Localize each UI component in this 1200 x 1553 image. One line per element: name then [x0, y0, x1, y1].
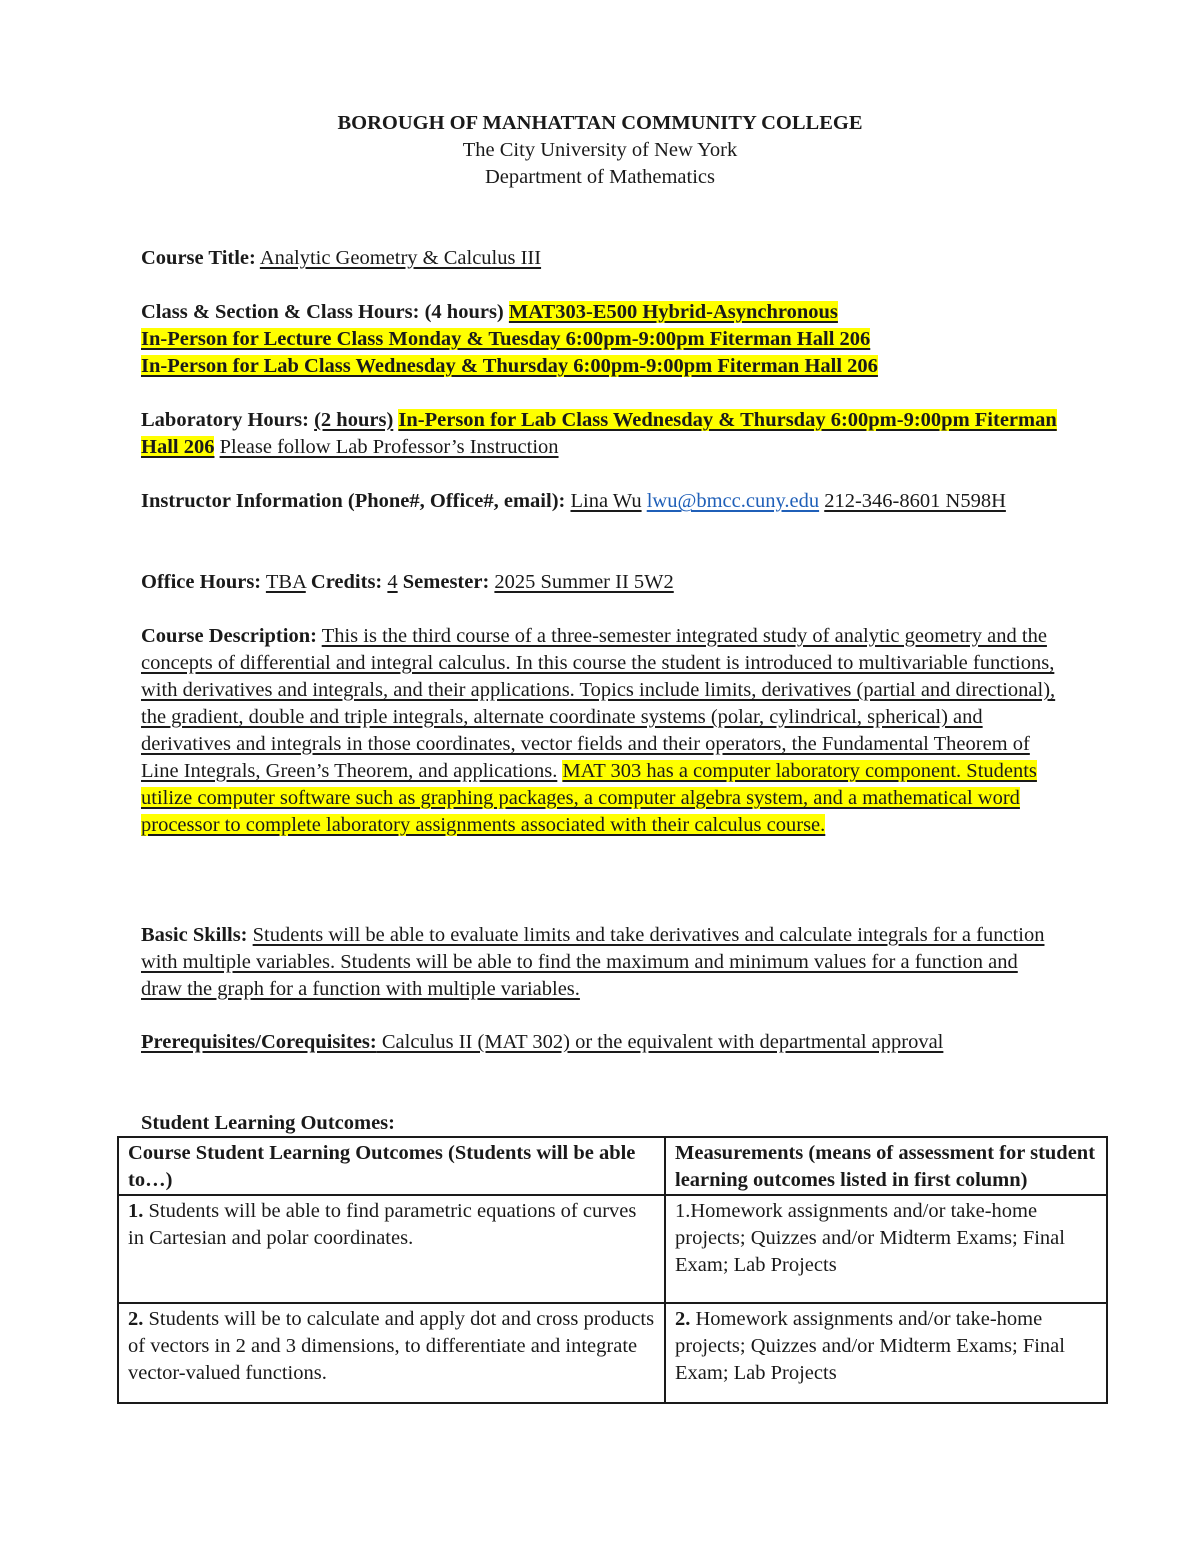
college-name: BOROUGH OF MANHATTAN COMMUNITY COLLEGE: [337, 112, 863, 134]
class-section: [141, 299, 1061, 380]
learning-outcomes-table: [117, 1136, 1108, 1404]
description-text: This is the third course of a three-semester integrated study of analytic geometry and the concepts of differential and integral calculus. In this course the student is introduced to multivariable functions, with derivatives and integrals, and their applications. Topics include limits, derivatives (partial and directional), the gradient, double and triple integrals, alternate coordinate systems (polar, cylindrical, spherical) and derivatives and integrals in those coordinates, vector fields and their operators, the Fundamental Theorem of Line Integrals, Green’s Theorem, and applications.: [141, 625, 1056, 782]
measurement-cell: 2. Homework assignments and/or take-home projects; Quizzes and/or Midterm Exams; Final Exam; Lab Projects: [665, 1303, 1107, 1403]
measurements-column-header: Measurements (means of assessment for student learning outcomes listed in first column): [665, 1137, 1107, 1195]
instructor-name: Lina Wu: [570, 490, 642, 512]
section-code: MAT303-E500 Hybrid-Asynchronous: [508, 301, 838, 323]
instructor-phone-office: 212-346-8601 N598H: [824, 490, 1006, 512]
lab-hours-label: Laboratory Hours:: [141, 409, 309, 431]
description-highlight: MAT 303 has a computer laboratory component. Students utilize computer software such as graphing packages, a computer algebra system, and a mathematical word processor to complete laboratory assignments associated with their calculus course.: [141, 760, 1037, 836]
course-description: [141, 623, 1061, 839]
laboratory-hours: [141, 407, 1061, 461]
office-hours-value: TBA: [265, 571, 306, 593]
outcomes-column-header: Course Student Learning Outcomes (Students will be able to…): [118, 1137, 665, 1195]
outcome-cell: 1. Students will be able to find parametric equations of curves in Cartesian and polar coordinates.: [118, 1195, 665, 1303]
basic-skills: [141, 922, 1061, 1003]
instructor-email-link[interactable]: lwu@bmcc.cuny.edu: [646, 490, 820, 512]
lab-hours-count: (2 hours): [314, 409, 394, 431]
description-label: Course Description:: [141, 625, 317, 647]
table-row: [118, 1303, 1107, 1403]
instructor-label: Instructor Information (Phone#, Office#, email):: [141, 490, 566, 512]
instructor-information: [141, 488, 1061, 515]
office-hours-label: Office Hours:: [141, 571, 262, 593]
course-title: [141, 245, 1061, 272]
semester-value: 2025 Summer II 5W2: [494, 571, 674, 593]
lab-schedule: In-Person for Lab Class Wednesday & Thursday 6:00pm-9:00pm Fiterman Hall 206: [141, 355, 878, 377]
lab-hours-note: Please follow Lab Professor’s Instruction: [219, 436, 559, 458]
basic-skills-label: Basic Skills:: [141, 924, 248, 946]
department-name: Department of Mathematics: [485, 166, 715, 188]
lab-hours-schedule: In-Person for Lab Class Wednesday & Thursday 6:00pm-9:00pm Fiterman Hall 206: [141, 409, 1057, 458]
outcomes-heading: Student Learning Outcomes:: [141, 1112, 395, 1134]
credits-label: Credits:: [310, 571, 383, 593]
measurement-cell: 1.Homework assignments and/or take-home projects; Quizzes and/or Midterm Exams; Final Exam; Lab Projects: [665, 1195, 1107, 1303]
course-title-label: Course Title:: [141, 247, 256, 269]
outcome-cell: 2. Students will be to calculate and apply dot and cross products of vectors in 2 and 3 dimensions, to differentiate and integrate vector-valued functions.: [118, 1303, 665, 1403]
lecture-schedule: In-Person for Lecture Class Monday & Tuesday 6:00pm-9:00pm Fiterman Hall 206: [141, 328, 871, 350]
prerequisites-text: Calculus II (MAT 302) or the equivalent with departmental approval: [376, 1031, 944, 1053]
class-section-label: Class & Section & Class Hours:: [141, 301, 420, 323]
prerequisites-label: Prerequisites/Corequisites:: [141, 1031, 377, 1053]
credits-value: 4: [387, 571, 398, 593]
prerequisites: [141, 1029, 1061, 1056]
table-row: [118, 1195, 1107, 1303]
office-hours-line: [141, 569, 1061, 596]
university-name: The City University of New York: [462, 139, 738, 161]
semester-label: Semester:: [402, 571, 490, 593]
basic-skills-text: Students will be able to evaluate limits and take derivatives and calculate integrals for a function with multiple variables. Students will be able to find the maximum and minimum values for a function and draw the graph for a function with multiple variables.: [141, 924, 1045, 1000]
table-header-row: [118, 1137, 1107, 1195]
class-hours: (4 hours): [424, 301, 504, 323]
course-title-value: Analytic Geometry & Calculus III: [259, 247, 542, 269]
